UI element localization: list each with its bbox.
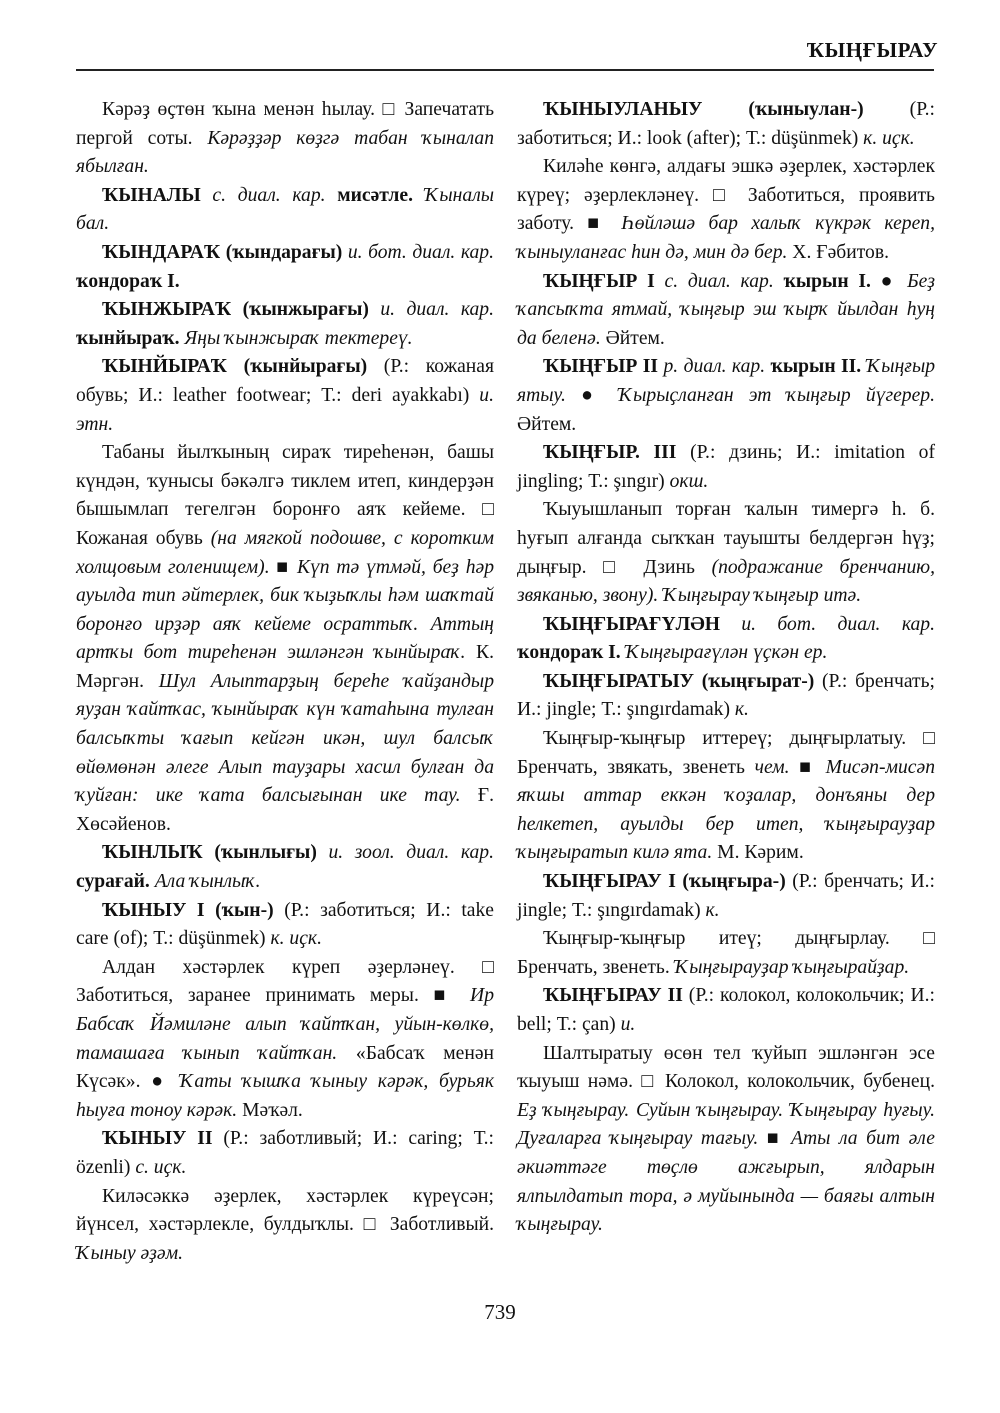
text: Табаны йылҡының сираҡ тиреһенән, башы күндән, ҡунысы бәкәлгә тиклем итеп, киндерҙән бышымлап тегелгән боронғо аяҡ кейеме. □ Кожаная обувь xyxy=(76,442,494,549)
italic-text: чем. xyxy=(754,756,790,778)
italic-text: Ҡырыҫланған эт ҡыңғыр йүгерер. xyxy=(618,384,935,406)
italic-text: и. диал. кар. xyxy=(368,299,494,321)
italic-text: Яңы ҡынжыраҡ тектереү. xyxy=(179,327,413,349)
headword: ҠЫҢҒЫРАТЫУ (ҡыңғырат-) xyxy=(543,670,815,692)
italic-text: с. диал. кар. xyxy=(654,270,784,292)
headword: ҠЫНЖЫРАҠ (ҡынжырағы) xyxy=(102,299,369,321)
headword: ҠЫНЫУЛАНЫУ (ҡыныулан-) xyxy=(543,99,864,120)
text: Алдан хәстәрлек күреп әҙерләнеү. □ Заботиться, заранее принимать меры. ■ xyxy=(76,956,494,1007)
dictionary-entry xyxy=(517,353,935,439)
text: (Р.: заботиться; И.: look (after); Т.: düşünmek) xyxy=(517,99,935,149)
italic-text: окш. xyxy=(669,470,709,492)
text: Шалтыратыу өсөн тел ҡуйып эшләнгән эсе ҡыуыш нәмә. □ Колокол, колокольчик, бубенец. xyxy=(517,1042,935,1093)
headword: ҠЫҢҒЫР I xyxy=(543,270,655,292)
dictionary-entry xyxy=(517,96,935,153)
headword: ҠЫНЫУ I (ҡын-) xyxy=(102,899,274,921)
italic-text: к. xyxy=(705,899,720,921)
dictionary-entry xyxy=(517,668,935,725)
text: ■ xyxy=(758,1128,792,1150)
headword: ҠЫНЛЫҠ (ҡынлығы) xyxy=(102,842,317,864)
headword: ҠЫҢҒЫР. III xyxy=(543,442,677,464)
text: ● xyxy=(565,384,619,406)
text: Кәрәҙ өҫтөн ҡына менән һылау. □ Запечатать пергой соты. xyxy=(76,99,494,149)
italic-text: Шул Алыптарҙың береһе ҡайҙандыр яуҙан ҡайтҡас, ҡынйыраҡ күн ҡатаһына тулған балсыҡты ҡағып кейгән икән, шул балсыҡ өйөмөнән әлеге Алып тауҙары хасил булған да ҡуйған: ике ҡата балсығынан ике тау. xyxy=(76,670,494,807)
dictionary-entry xyxy=(76,353,494,439)
text: (Р.: колокол, колокольчик; И.: bell; Т.: çan) xyxy=(517,985,935,1035)
left-column xyxy=(76,96,494,1268)
running-head: ҠЫҢҒЫРАУ xyxy=(806,38,938,62)
dictionary-entry xyxy=(517,439,935,496)
italic-text: Мисәп-мисәп яҡшы аттар еккән ҡоҙалар, донъяны дер һелкетеп, ауылды бер итеп, ҡыңғырауҙар ҡыңғыратып килә ята. xyxy=(517,756,935,864)
italic-text: (подражание бренчанию, звяканью, звону). Ҡыңғырау ҡыңғыр итә. xyxy=(517,556,936,607)
italic-text: Ҡыңғырағүлән үҫкән ер. xyxy=(620,642,828,664)
text: Киләсәккә әҙерлек, хәстәрлек күреүсән; йүнсел, хәстәрлекле, булдыҡлы. □ Заботливый. xyxy=(76,1185,494,1236)
text: Ҡыңғыр-ҡыңғыр итеү; дыңғырлау. □ Бренчать, звенеть. xyxy=(517,928,935,978)
italic-text: к. иҫк. xyxy=(270,928,322,950)
text: М. Кәрим. xyxy=(712,842,804,864)
italic-text: и. зоол. диал. кар. xyxy=(316,842,495,864)
italic-text: Ҡыңғырауҙар ҡыңғырайҙар. xyxy=(674,956,910,978)
text: (Р.: заботливый; И.: caring; Т.: özenli) xyxy=(76,1128,495,1178)
italic-text: к. иҫк. xyxy=(863,127,915,149)
text: ■ xyxy=(269,556,297,578)
text: Ғ. Хөсәйенов. xyxy=(76,785,494,835)
dictionary-entry xyxy=(76,239,494,296)
italic-text: Кәрәҙҙәр көҙгә табан ҡыналап ябылған. xyxy=(76,127,494,178)
headword: ҡырын I. xyxy=(783,270,871,292)
entry-definition xyxy=(517,725,935,868)
dictionary-entry xyxy=(517,268,935,354)
entry-definition xyxy=(517,496,935,610)
header-rule xyxy=(76,69,934,71)
headword: ҠЫҢҒЫРАҒҮЛӘН xyxy=(543,613,720,635)
headword: ҡондораҡ I. xyxy=(517,642,621,664)
entry-definition xyxy=(517,925,935,982)
italic-text: Ҡаты ҡышҡа ҡыныу кәрәк, бурьяк һыуға тоноу кәрәк. xyxy=(76,1071,495,1121)
headword: сурағай. xyxy=(76,871,150,893)
italic-text: Ала ҡынлыҡ. xyxy=(149,871,261,893)
italic-text: с. иҫк. xyxy=(135,1156,187,1178)
italic-text: Һөйләшә бар халыҡ күкрәк кереп, ҡыныуланғас һин дә, мин дә бер. xyxy=(517,213,935,263)
dictionary-entry xyxy=(76,182,494,239)
italic-text: Ир Бабсаҡ Йәмиләне алып ҡайтҡан, уйын-көлкө, тамашаға ҡынып ҡайтҡан. xyxy=(76,985,494,1064)
continued-text xyxy=(76,96,494,182)
italic-text: Аты ла бит әле әкиәттәге төҫлө ажғырып, ялдарын ялпылдатып тора, ә муйынында — баяғы алтын ҡыңғырау. xyxy=(517,1128,935,1236)
italic-text: и. бот. диал. кар. xyxy=(342,241,494,263)
text: ● xyxy=(870,270,908,292)
headword: ҠЫҢҒЫР II xyxy=(543,356,659,378)
text: (Р.: дзинь; И.: imitation of jingling; Т.: şıngır) xyxy=(517,442,935,492)
entry-definition xyxy=(76,954,494,1126)
entry-definition xyxy=(517,153,935,267)
italic-text: Ҡыңғыр ятыу. xyxy=(517,356,936,406)
italic-text: с. диал. кар. xyxy=(200,184,338,206)
right-column xyxy=(517,96,935,1240)
headword: ҠЫҢҒЫРАУ I (ҡыңғыра-) xyxy=(543,871,786,893)
italic-text: и. бот. диал. кар. xyxy=(719,613,935,635)
italic-text: Ҡыналы бал. xyxy=(76,184,495,235)
headword: ҡынйыраҡ. xyxy=(76,327,180,349)
italic-text: и. xyxy=(620,1014,636,1035)
dictionary-entry xyxy=(517,982,935,1039)
italic-text: к. xyxy=(734,699,749,721)
headword: ҠЫҢҒЫРАУ II xyxy=(543,985,683,1007)
headword: ҠЫНДАРАҠ (ҡындарағы) xyxy=(102,241,343,263)
text: «Бабсаҡ менән Күсәк». ● xyxy=(76,1042,495,1093)
headword: мисәтле. xyxy=(337,184,414,206)
text: Әйтем. xyxy=(600,327,665,349)
entry-definition xyxy=(76,1183,494,1269)
italic-text: Беҙ ҡапсыҡта ятмай, ҡыңғыр эш ҡырҡ йылдан һуң да беленә. xyxy=(517,270,935,349)
italic-text: и. этн. xyxy=(76,384,494,435)
text: Ҡыуышланып торған ҡалын тимергә һ. б. һуғып алғанда сыҡҡан тауышты белдергән һүҙ; дыңғыр. □ Дзинь xyxy=(517,499,935,578)
entry-definition xyxy=(76,439,494,839)
headword: ҠЫНАЛЫ xyxy=(102,184,201,206)
headword: ҡондораҡ I. xyxy=(76,270,180,292)
text: Киләһе көнгә, алдағы эшкә әҙерлек, хәстәрлек күреү; әҙерлекләнеү. □ Заботиться, проявить заботу. ■ xyxy=(517,156,935,235)
headword: ҡырын II. xyxy=(770,356,862,378)
dictionary-entry xyxy=(76,839,494,896)
dictionary-entry xyxy=(517,611,935,668)
text: (Р.: бренчать; И.: jingle; Т.: şıngırdamak) xyxy=(517,871,935,921)
text: Ҡыңғыр-ҡыңғыр иттереү; дыңғырлатыу. □ Бренчать, звякать, звенеть xyxy=(517,728,935,778)
text: Әйтем. xyxy=(517,413,577,435)
text: (Р.: бренчать; И.: jingle; Т.: şıngırdamak) xyxy=(517,670,935,721)
text: (Р.: кожаная обувь; И.: leather footwear; Т.: deri ayakkabı) xyxy=(76,356,494,406)
italic-text: Еҙ ҡыңғырау. Суйын ҡыңғырау. Ҡыңғырау һуғыу. Дуғаларға ҡыңғырау тағыу. xyxy=(517,1099,935,1150)
text: Мәҡәл. xyxy=(237,1099,303,1121)
dictionary-entry xyxy=(76,1125,494,1182)
dictionary-entry xyxy=(76,897,494,954)
text: К. Мәргән. xyxy=(76,642,494,692)
text: ■ xyxy=(789,756,826,778)
headword: ҠЫНЫУ II xyxy=(102,1128,213,1150)
page-number: 739 xyxy=(484,1300,516,1324)
dictionary-entry xyxy=(76,296,494,353)
entry-definition xyxy=(517,1040,935,1240)
italic-text: р. диал. кар. xyxy=(658,356,771,378)
text: (Р.: заботиться; И.: take care (of); Т.: düşünmek) xyxy=(76,899,494,950)
text: Х. Ғәбитов. xyxy=(787,241,889,263)
italic-text: Ҡыныу әҙәм. xyxy=(76,1242,183,1264)
italic-text: Күп тә үтмәй, беҙ һәр ауылда тип әйтерлек, бик ҡыҙыҡлы һәм шаҡтай боронғо ирҙәр аяҡ кейеме осраттыҡ. Аттың артҡы бот тиреһенән эшләнгән ҡынйыраҡ. xyxy=(76,556,494,664)
dictionary-entry xyxy=(517,868,935,925)
headword: ҠЫНЙЫРАҠ (ҡынйырағы) xyxy=(102,356,368,378)
italic-text: (на мягкой подошве, с коротким холщовым голенищем). xyxy=(76,527,494,578)
